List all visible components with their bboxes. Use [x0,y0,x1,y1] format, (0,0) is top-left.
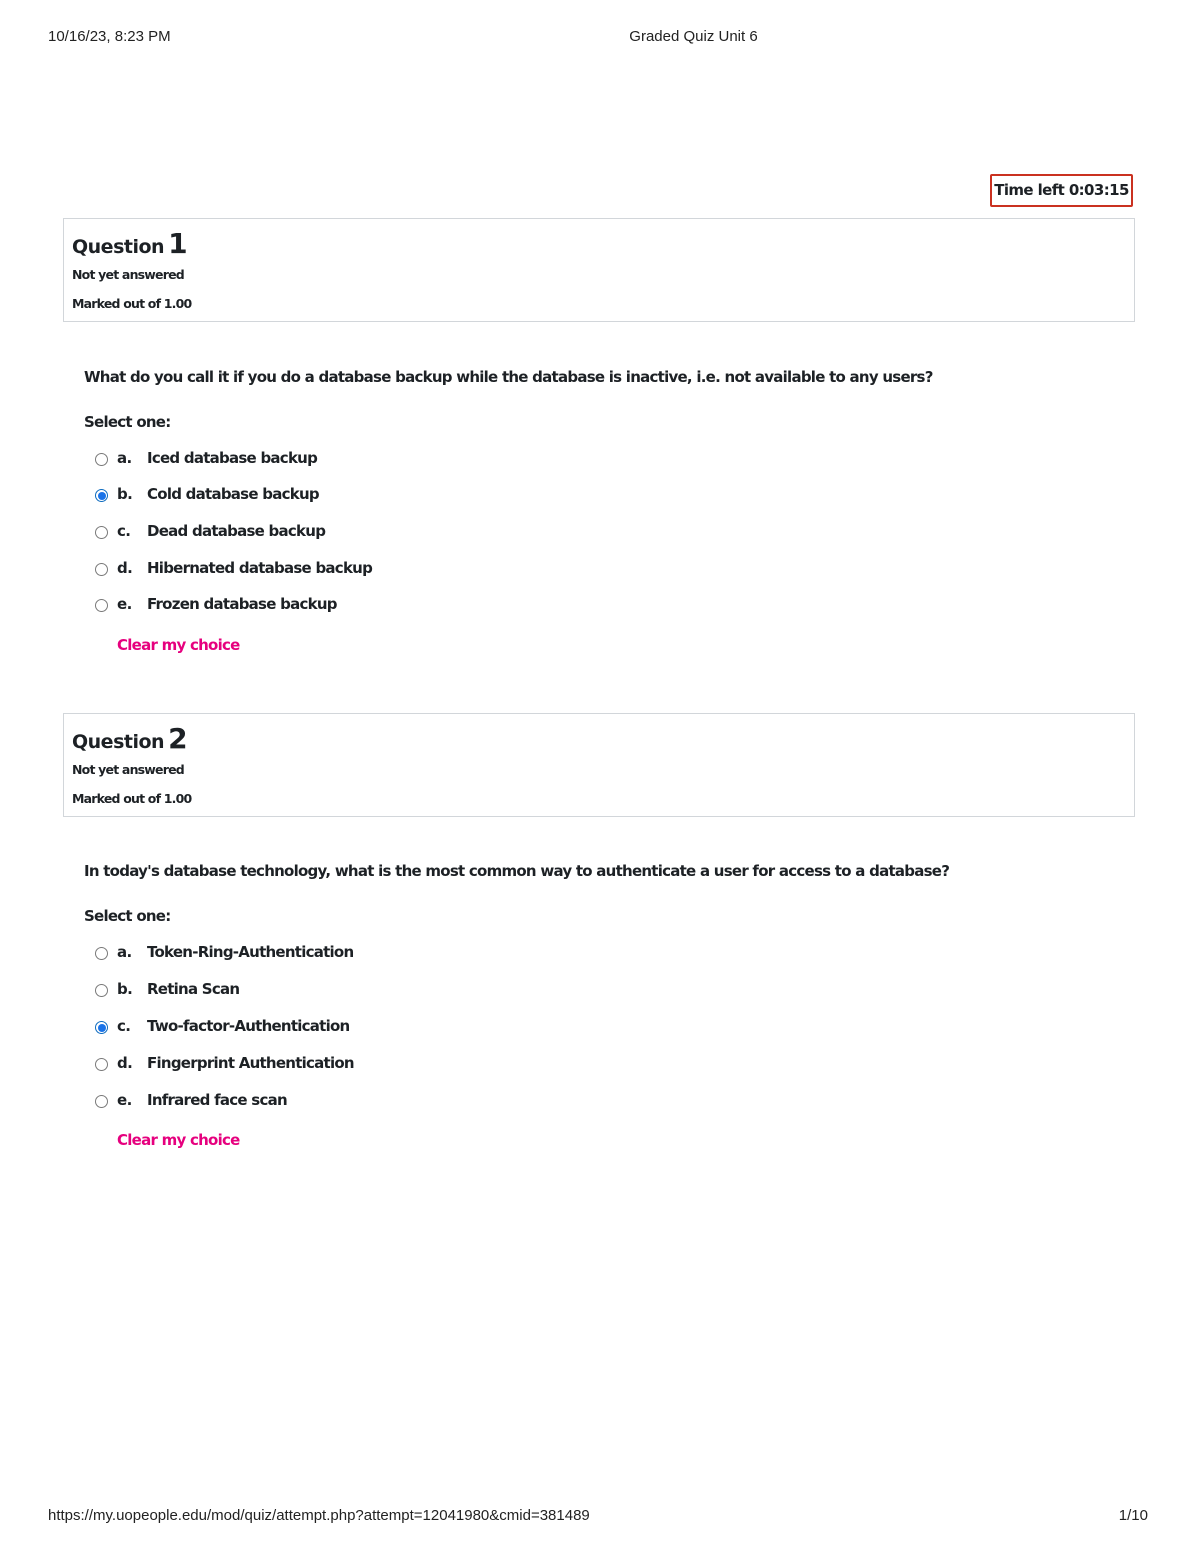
answer-letter: e. [117,1091,132,1109]
print-page-number: 1/10 [1118,1507,1148,1524]
answer-text[interactable]: Token-Ring-Authentication [147,943,354,961]
answer-text[interactable]: Retina Scan [147,980,240,998]
question-2-prompt: Select one: [84,907,171,925]
question-2-title-label: Question [72,731,165,753]
question-2-clear-choice-link[interactable]: Clear my choice [117,1131,240,1149]
radio-button[interactable] [95,599,108,612]
question-2-answer-a[interactable] [93,943,493,967]
answer-text[interactable]: Infrared face scan [147,1091,287,1109]
radio-button-selected[interactable] [95,489,108,502]
print-url: https://my.uopeople.edu/mod/quiz/attempt.php?attempt=12041980&cmid=381489 [48,1507,590,1524]
question-2-answer-e[interactable] [93,1091,493,1115]
answer-text[interactable]: Cold database backup [147,485,319,503]
question-2-answer-b[interactable] [93,980,493,1004]
radio-button[interactable] [95,1058,108,1071]
question-2-grade: Marked out of 1.00 [72,791,192,806]
answer-letter: c. [117,1017,131,1035]
question-1-info [63,218,1135,322]
answer-letter: a. [117,449,132,467]
answer-text[interactable]: Two-factor-Authentication [147,1017,350,1035]
radio-button[interactable] [95,453,108,466]
answer-letter: b. [117,485,133,503]
question-2-text: In today's database technology, what is the most common way to authenticate a user for access to a database? [84,862,950,880]
print-footer [0,1507,1200,1527]
question-1-answer-a[interactable] [93,449,493,473]
question-2-answer-c[interactable] [93,1017,493,1041]
answer-letter: d. [117,559,133,577]
answer-letter: e. [117,595,132,613]
answer-letter: b. [117,980,133,998]
question-1-clear-choice-link[interactable]: Clear my choice [117,636,240,654]
question-1-prompt: Select one: [84,413,171,431]
question-2-state: Not yet answered [72,762,184,777]
radio-button[interactable] [95,1095,108,1108]
answer-text[interactable]: Frozen database backup [147,595,337,613]
question-1-state: Not yet answered [72,267,184,282]
answer-letter: a. [117,943,132,961]
answer-text[interactable]: Dead database backup [147,522,326,540]
question-2-number: 2 [168,722,188,755]
print-header [0,28,1200,48]
question-1-answer-c[interactable] [93,522,493,546]
quiz-timer: Time left 0:03:15 [990,174,1133,207]
answer-text[interactable]: Hibernated database backup [147,559,373,577]
question-1-answer-b[interactable] [93,485,493,509]
question-1-title [72,227,188,260]
radio-button[interactable] [95,526,108,539]
radio-button[interactable] [95,984,108,997]
question-1-grade: Marked out of 1.00 [72,296,192,311]
print-datetime: 10/16/23, 8:23 PM [48,28,171,45]
question-1-number: 1 [168,227,188,260]
radio-button-selected[interactable] [95,1021,108,1034]
answer-letter: d. [117,1054,133,1072]
question-2-answer-d[interactable] [93,1054,493,1078]
question-1-answer-d[interactable] [93,559,493,583]
print-title: Graded Quiz Unit 6 [629,28,758,45]
radio-button[interactable] [95,563,108,576]
question-1-answer-e[interactable] [93,595,493,619]
question-2-info [63,713,1135,817]
question-1-text: What do you call it if you do a database backup while the database is inactive, i.e. not available to any users? [84,368,933,386]
question-1-title-label: Question [72,236,165,258]
radio-button[interactable] [95,947,108,960]
answer-text[interactable]: Iced database backup [147,449,318,467]
answer-text[interactable]: Fingerprint Authentication [147,1054,354,1072]
question-2-title [72,722,188,755]
answer-letter: c. [117,522,131,540]
